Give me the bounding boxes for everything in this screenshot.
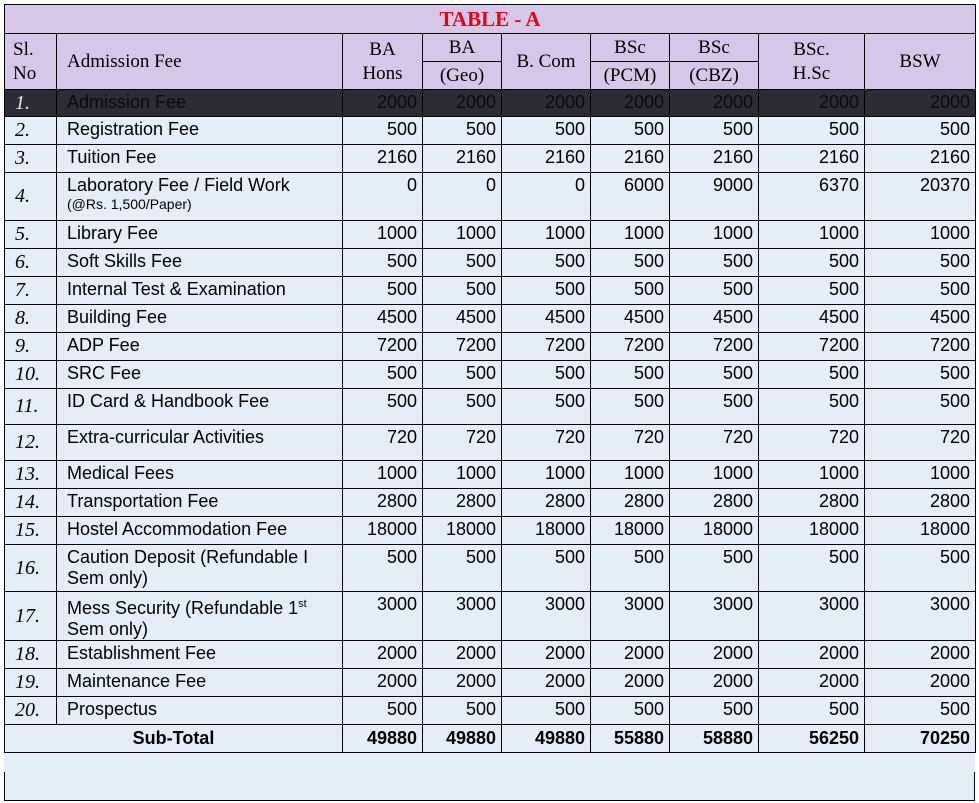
table-title: TABLE - A bbox=[5, 5, 976, 34]
table-row bbox=[5, 545, 976, 592]
fee-amount-cell: 2800 bbox=[502, 489, 591, 517]
fee-amount-cell: 500 bbox=[423, 697, 502, 725]
fee-amount-cell: 2160 bbox=[343, 145, 423, 173]
fee-name-text: Establishment Fee bbox=[67, 643, 217, 663]
fee-amount-cell: 500 bbox=[865, 361, 976, 389]
row-sl-no: 11. bbox=[5, 389, 57, 425]
header-sl-line2: No bbox=[13, 62, 37, 84]
fee-amount-cell: 500 bbox=[865, 277, 976, 305]
subtotal-amount-cell: 49880 bbox=[423, 725, 502, 753]
fee-amount-cell: 18000 bbox=[343, 517, 423, 545]
fee-name-text: ID Card & Handbook Fee bbox=[67, 391, 270, 411]
fee-amount-cell: 500 bbox=[343, 361, 423, 389]
fee-amount-cell: 1000 bbox=[865, 221, 976, 249]
fee-amount-cell: 500 bbox=[343, 117, 423, 145]
fee-amount-cell: 1000 bbox=[343, 221, 423, 249]
fee-amount-cell: 18000 bbox=[865, 517, 976, 545]
fee-amount-cell: 2160 bbox=[759, 145, 865, 173]
fee-amount-cell: 1000 bbox=[759, 221, 865, 249]
fee-amount-cell: 500 bbox=[423, 117, 502, 145]
fee-amount-cell: 1000 bbox=[759, 461, 865, 489]
header-sl-no bbox=[5, 34, 57, 90]
row-sl-no: 8. bbox=[5, 305, 57, 333]
fee-amount-cell: 720 bbox=[502, 425, 591, 461]
row-sl-no: 14. bbox=[5, 489, 57, 517]
subtotal-amount-cell: 58880 bbox=[670, 725, 759, 753]
fee-name-text: Mess Security (Refundable 1 bbox=[67, 598, 299, 618]
fee-amount-cell: 500 bbox=[423, 389, 502, 425]
row-fee-name bbox=[57, 697, 343, 725]
fee-name-continuation: Sem only) bbox=[67, 619, 149, 639]
fee-amount-cell: 2000 bbox=[670, 641, 759, 669]
row-sl-no: 4. bbox=[5, 173, 57, 221]
fee-amount-cell: 500 bbox=[865, 249, 976, 277]
fee-amount-cell: 4500 bbox=[865, 305, 976, 333]
fee-amount-cell: 2000 bbox=[502, 641, 591, 669]
fee-amount-cell: 2000 bbox=[865, 90, 976, 117]
header-row bbox=[5, 34, 976, 90]
fee-name-text: Medical Fees bbox=[67, 463, 175, 483]
fee-amount-cell: 720 bbox=[759, 425, 865, 461]
row-sl-no: 12. bbox=[5, 425, 57, 461]
table-row bbox=[5, 517, 976, 545]
fee-amount-cell: 1000 bbox=[591, 221, 670, 249]
fee-amount-cell: 6000 bbox=[591, 173, 670, 221]
fee-amount-cell: 500 bbox=[591, 249, 670, 277]
fee-name-text: Extra-curricular Activities bbox=[67, 427, 265, 447]
fee-amount-cell: 0 bbox=[343, 173, 423, 221]
table-row bbox=[5, 173, 976, 221]
fee-amount-cell: 18000 bbox=[670, 517, 759, 545]
fee-amount-cell: 1000 bbox=[343, 461, 423, 489]
table-row bbox=[5, 461, 976, 489]
fee-amount-cell: 500 bbox=[759, 389, 865, 425]
fee-name-text: SRC Fee bbox=[67, 363, 142, 383]
fee-amount-cell: 7200 bbox=[865, 333, 976, 361]
fee-amount-cell: 1000 bbox=[423, 221, 502, 249]
fee-amount-cell: 2160 bbox=[591, 145, 670, 173]
subtotal-row bbox=[5, 725, 976, 753]
title-row bbox=[5, 5, 976, 34]
row-fee-name bbox=[57, 90, 343, 117]
row-sl-no: 20. bbox=[5, 697, 57, 725]
fee-amount-cell: 3000 bbox=[343, 592, 423, 641]
fee-amount-cell: 2000 bbox=[502, 669, 591, 697]
fee-amount-cell: 500 bbox=[502, 117, 591, 145]
fee-amount-cell: 2160 bbox=[502, 145, 591, 173]
fee-amount-cell: 720 bbox=[670, 425, 759, 461]
fee-amount-cell: 3000 bbox=[423, 592, 502, 641]
fee-name-continuation: Sem only) bbox=[67, 568, 149, 588]
fee-amount-cell: 4500 bbox=[591, 305, 670, 333]
fee-amount-cell: 18000 bbox=[591, 517, 670, 545]
fee-amount-cell: 7200 bbox=[670, 333, 759, 361]
row-fee-name bbox=[57, 425, 343, 461]
row-fee-name bbox=[57, 361, 343, 389]
fee-amount-cell: 500 bbox=[670, 545, 759, 592]
table-row bbox=[5, 697, 976, 725]
fee-amount-cell: 2000 bbox=[759, 669, 865, 697]
row-fee-name bbox=[57, 545, 343, 592]
fee-amount-cell: 2000 bbox=[759, 641, 865, 669]
fee-amount-cell: 1000 bbox=[502, 221, 591, 249]
fee-table-body bbox=[5, 90, 976, 753]
table-row bbox=[5, 305, 976, 333]
fee-amount-cell: 500 bbox=[591, 389, 670, 425]
row-fee-name bbox=[57, 489, 343, 517]
fee-amount-cell: 18000 bbox=[502, 517, 591, 545]
header-sl-line1: Sl. bbox=[13, 38, 34, 60]
fee-amount-cell: 4500 bbox=[423, 305, 502, 333]
fee-amount-cell: 2000 bbox=[423, 641, 502, 669]
fee-amount-cell: 500 bbox=[423, 277, 502, 305]
fee-amount-cell: 2800 bbox=[759, 489, 865, 517]
fee-name-note: (@Rs. 1,500/Paper) bbox=[67, 196, 192, 212]
header-bsc-hsc: BSc. H.Sc bbox=[759, 34, 865, 90]
fee-amount-cell: 500 bbox=[670, 117, 759, 145]
fee-amount-cell: 9000 bbox=[670, 173, 759, 221]
fee-amount-cell: 3000 bbox=[591, 592, 670, 641]
fee-amount-cell: 500 bbox=[670, 249, 759, 277]
fee-amount-cell: 500 bbox=[502, 697, 591, 725]
fee-name-superscript: st bbox=[298, 598, 307, 610]
fee-amount-cell: 500 bbox=[343, 249, 423, 277]
fee-amount-cell: 2000 bbox=[423, 90, 502, 117]
fee-name-text: Hostel Accommodation Fee bbox=[67, 519, 288, 539]
fee-amount-cell: 2800 bbox=[865, 489, 976, 517]
row-fee-name bbox=[57, 592, 343, 641]
fee-amount-cell: 2000 bbox=[865, 641, 976, 669]
row-sl-no: 15. bbox=[5, 517, 57, 545]
fee-amount-cell: 1000 bbox=[670, 461, 759, 489]
fee-amount-cell: 720 bbox=[343, 425, 423, 461]
fee-amount-cell: 2000 bbox=[502, 90, 591, 117]
fee-amount-cell: 0 bbox=[423, 173, 502, 221]
fee-amount-cell: 4500 bbox=[343, 305, 423, 333]
row-sl-no: 10. bbox=[5, 361, 57, 389]
row-sl-no: 19. bbox=[5, 669, 57, 697]
fee-amount-cell: 4500 bbox=[670, 305, 759, 333]
fee-amount-cell: 3000 bbox=[865, 592, 976, 641]
fee-amount-cell: 7200 bbox=[423, 333, 502, 361]
fee-amount-cell: 0 bbox=[502, 173, 591, 221]
header-admission-fee: Admission Fee bbox=[57, 34, 343, 90]
fee-amount-cell: 500 bbox=[423, 361, 502, 389]
fee-table-sheet bbox=[4, 4, 975, 801]
fee-amount-cell: 500 bbox=[865, 697, 976, 725]
fee-name-text: Prospectus bbox=[67, 699, 158, 719]
row-fee-name bbox=[57, 221, 343, 249]
fee-amount-cell: 500 bbox=[591, 545, 670, 592]
fee-name-text: Admission Fee bbox=[67, 92, 187, 112]
fee-amount-cell: 2000 bbox=[670, 669, 759, 697]
row-sl-no: 6. bbox=[5, 249, 57, 277]
row-fee-name bbox=[57, 333, 343, 361]
fee-amount-cell: 2000 bbox=[423, 669, 502, 697]
row-sl-no: 16. bbox=[5, 545, 57, 592]
row-sl-no: 9. bbox=[5, 333, 57, 361]
fee-amount-cell: 1000 bbox=[865, 461, 976, 489]
fee-amount-cell: 2000 bbox=[865, 669, 976, 697]
fee-amount-cell: 500 bbox=[343, 389, 423, 425]
row-sl-no: 7. bbox=[5, 277, 57, 305]
fee-amount-cell: 500 bbox=[502, 249, 591, 277]
header-bsw: BSW bbox=[865, 34, 976, 90]
row-sl-no: 18. bbox=[5, 641, 57, 669]
table-row bbox=[5, 361, 976, 389]
row-sl-no: 3. bbox=[5, 145, 57, 173]
subtotal-amount-cell: 49880 bbox=[502, 725, 591, 753]
fee-amount-cell: 500 bbox=[591, 361, 670, 389]
fee-amount-cell: 2160 bbox=[423, 145, 502, 173]
fee-name-text: Maintenance Fee bbox=[67, 671, 207, 691]
fee-amount-cell: 7200 bbox=[591, 333, 670, 361]
table-row bbox=[5, 277, 976, 305]
subtotal-label: Sub-Total bbox=[5, 725, 343, 753]
table-row bbox=[5, 117, 976, 145]
row-fee-name bbox=[57, 517, 343, 545]
fee-amount-cell: 500 bbox=[670, 361, 759, 389]
fee-name-text: Tuition Fee bbox=[67, 147, 157, 167]
table-row bbox=[5, 425, 976, 461]
header-ba-geo: BA (Geo) bbox=[423, 34, 502, 90]
fee-amount-cell: 20370 bbox=[865, 173, 976, 221]
fee-amount-cell: 3000 bbox=[502, 592, 591, 641]
header-bsc-pcm: BSc (PCM) bbox=[591, 34, 670, 90]
fee-amount-cell: 500 bbox=[670, 697, 759, 725]
fee-amount-cell: 7200 bbox=[759, 333, 865, 361]
fee-amount-cell: 2000 bbox=[591, 641, 670, 669]
fee-table bbox=[4, 4, 976, 753]
fee-name-text: Internal Test & Examination bbox=[67, 279, 286, 299]
fee-amount-cell: 500 bbox=[759, 697, 865, 725]
fee-amount-cell: 2160 bbox=[670, 145, 759, 173]
row-fee-name bbox=[57, 277, 343, 305]
fee-amount-cell: 500 bbox=[343, 697, 423, 725]
fee-amount-cell: 2000 bbox=[343, 90, 423, 117]
fee-amount-cell: 500 bbox=[759, 117, 865, 145]
fee-amount-cell: 720 bbox=[423, 425, 502, 461]
fee-name-text: ADP Fee bbox=[67, 335, 140, 355]
fee-amount-cell: 500 bbox=[670, 277, 759, 305]
subtotal-amount-cell: 70250 bbox=[865, 725, 976, 753]
fee-amount-cell: 500 bbox=[591, 117, 670, 145]
fee-amount-cell: 500 bbox=[502, 277, 591, 305]
row-sl-no: 13. bbox=[5, 461, 57, 489]
fee-amount-cell: 1000 bbox=[423, 461, 502, 489]
row-fee-name bbox=[57, 389, 343, 425]
fee-amount-cell: 500 bbox=[591, 697, 670, 725]
fee-amount-cell: 500 bbox=[865, 545, 976, 592]
fee-name-text: Library Fee bbox=[67, 223, 159, 243]
fee-amount-cell: 500 bbox=[502, 545, 591, 592]
row-fee-name bbox=[57, 173, 343, 221]
fee-amount-cell: 2000 bbox=[591, 669, 670, 697]
fee-amount-cell: 18000 bbox=[759, 517, 865, 545]
table-row bbox=[5, 90, 976, 117]
table-footer-blank bbox=[4, 772, 975, 801]
header-ba-hons: BA Hons bbox=[343, 34, 423, 90]
row-fee-name bbox=[57, 669, 343, 697]
row-sl-no: 2. bbox=[5, 117, 57, 145]
fee-amount-cell: 3000 bbox=[670, 592, 759, 641]
fee-amount-cell: 2000 bbox=[759, 90, 865, 117]
row-sl-no: 17. bbox=[5, 592, 57, 641]
fee-amount-cell: 500 bbox=[759, 361, 865, 389]
subtotal-amount-cell: 55880 bbox=[591, 725, 670, 753]
subtotal-amount-cell: 56250 bbox=[759, 725, 865, 753]
fee-amount-cell: 2800 bbox=[670, 489, 759, 517]
fee-name-text: Building Fee bbox=[67, 307, 168, 327]
row-fee-name bbox=[57, 145, 343, 173]
fee-amount-cell: 2000 bbox=[591, 90, 670, 117]
fee-amount-cell: 2000 bbox=[343, 641, 423, 669]
table-row bbox=[5, 249, 976, 277]
fee-amount-cell: 3000 bbox=[759, 592, 865, 641]
row-sl-no: 5. bbox=[5, 221, 57, 249]
fee-amount-cell: 500 bbox=[865, 117, 976, 145]
fee-amount-cell: 500 bbox=[343, 545, 423, 592]
table-row bbox=[5, 669, 976, 697]
table-row bbox=[5, 592, 976, 641]
fee-amount-cell: 2800 bbox=[343, 489, 423, 517]
table-row bbox=[5, 145, 976, 173]
fee-amount-cell: 500 bbox=[670, 389, 759, 425]
fee-amount-cell: 500 bbox=[343, 277, 423, 305]
fee-amount-cell: 500 bbox=[502, 361, 591, 389]
fee-name-text: Transportation Fee bbox=[67, 491, 219, 511]
fee-amount-cell: 500 bbox=[591, 277, 670, 305]
row-fee-name bbox=[57, 117, 343, 145]
row-fee-name bbox=[57, 305, 343, 333]
table-row bbox=[5, 641, 976, 669]
fee-amount-cell: 1000 bbox=[502, 461, 591, 489]
fee-amount-cell: 7200 bbox=[343, 333, 423, 361]
fee-amount-cell: 500 bbox=[423, 249, 502, 277]
table-row bbox=[5, 389, 976, 425]
fee-amount-cell: 500 bbox=[502, 389, 591, 425]
fee-amount-cell: 500 bbox=[759, 249, 865, 277]
fee-name-text: Soft Skills Fee bbox=[67, 251, 183, 271]
row-fee-name bbox=[57, 461, 343, 489]
fee-amount-cell: 720 bbox=[591, 425, 670, 461]
fee-amount-cell: 1000 bbox=[670, 221, 759, 249]
fee-amount-cell: 6370 bbox=[759, 173, 865, 221]
fee-amount-cell: 2800 bbox=[423, 489, 502, 517]
row-fee-name bbox=[57, 249, 343, 277]
fee-amount-cell: 4500 bbox=[502, 305, 591, 333]
fee-name-text: Caution Deposit (Refundable I bbox=[67, 547, 309, 567]
fee-amount-cell: 7200 bbox=[502, 333, 591, 361]
header-bsc-cbz: BSc (CBZ) bbox=[670, 34, 759, 90]
row-sl-no: 1. bbox=[5, 90, 57, 117]
fee-amount-cell: 18000 bbox=[423, 517, 502, 545]
row-fee-name bbox=[57, 641, 343, 669]
fee-amount-cell: 2160 bbox=[865, 145, 976, 173]
fee-amount-cell: 720 bbox=[865, 425, 976, 461]
table-row bbox=[5, 489, 976, 517]
table-row bbox=[5, 333, 976, 361]
fee-amount-cell: 500 bbox=[865, 389, 976, 425]
table-row bbox=[5, 221, 976, 249]
subtotal-amount-cell: 49880 bbox=[343, 725, 423, 753]
fee-amount-cell: 2800 bbox=[591, 489, 670, 517]
fee-amount-cell: 500 bbox=[759, 277, 865, 305]
fee-amount-cell: 500 bbox=[423, 545, 502, 592]
fee-amount-cell: 2000 bbox=[343, 669, 423, 697]
fee-amount-cell: 4500 bbox=[759, 305, 865, 333]
fee-amount-cell: 2000 bbox=[670, 90, 759, 117]
fee-amount-cell: 500 bbox=[759, 545, 865, 592]
fee-amount-cell: 1000 bbox=[591, 461, 670, 489]
fee-name-text: Laboratory Fee / Field Work bbox=[67, 175, 290, 195]
fee-name-text: Registration Fee bbox=[67, 119, 200, 139]
header-bcom: B. Com bbox=[502, 34, 591, 90]
